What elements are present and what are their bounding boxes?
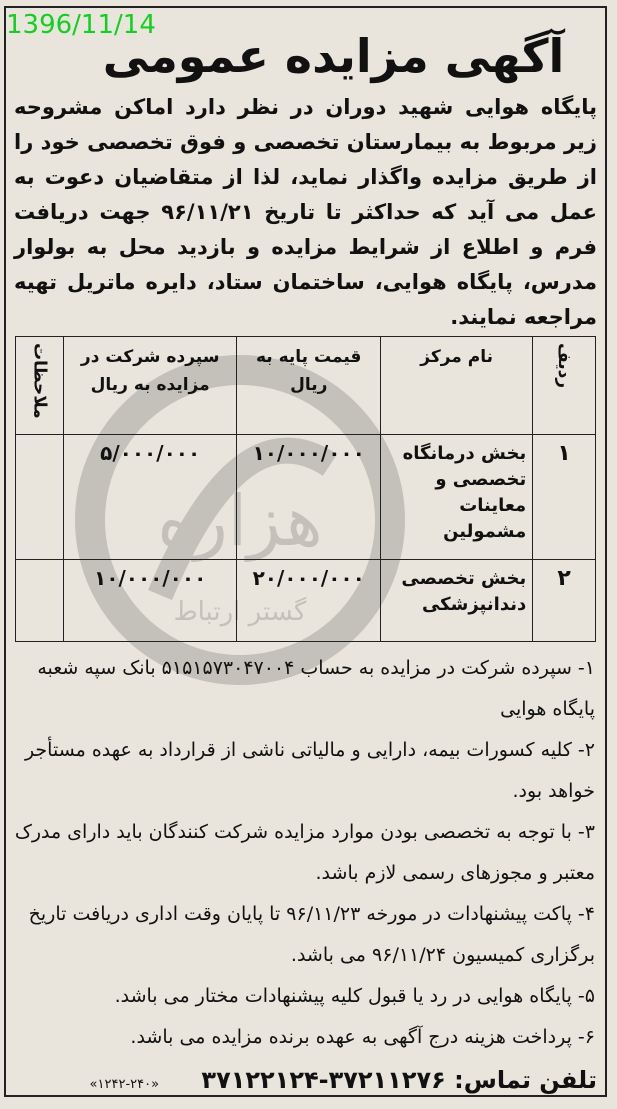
header-base-price: قیمت پایه به ریال bbox=[237, 337, 381, 435]
condition-item: ۶- پرداخت هزینه درج آگهی به عهده برنده مزایده می باشد. bbox=[130, 1026, 595, 1048]
deposit: ۵/۰۰۰/۰۰۰ bbox=[63, 434, 236, 560]
condition-item: ۳- با توجه به تخصصی بودن موارد مزایده شرکت کنندگان باید دارای مدرک معتبر و مجوزهای رسمی لازم باشد. bbox=[14, 821, 595, 884]
watermark-text: هزاره bbox=[157, 480, 323, 562]
notice-intro: پایگاه هوایی شهید دوران در نظر دارد اماکن مشروحه زیر مربوط به بیمارستان تخصصی و فوق تخصصی خود را از طریق مزایده واگذار نماید، لذا از متقاضیان دعوت به عمل می آید که حداکثر تا تاریخ ۹۶/۱۱/۲۱ جهت دریافت فرم و اطلاع از شرایط مزایده و بازدید محل به بولوار مدرس، پایگاه هوایی، ساختمان ستاد، دایره ماتریل تهیه مراجعه نمایند. bbox=[14, 95, 598, 329]
header-center-name: نام مرکز bbox=[381, 337, 533, 435]
center-name: بخش تخصصی دندانپزشکی bbox=[381, 560, 533, 642]
notes bbox=[16, 560, 64, 642]
table-row bbox=[16, 434, 596, 560]
table-row bbox=[16, 560, 596, 642]
watermark-subtext: گستر ارتباط bbox=[173, 597, 307, 627]
contact-line bbox=[14, 1066, 597, 1094]
date-stamp: 1396/11/14 bbox=[6, 10, 156, 40]
ad-code: «۲۴۰-۱۲۴۲» bbox=[89, 1077, 160, 1092]
phone-label: تلفن تماس: bbox=[454, 1066, 597, 1094]
row-number: ۱ bbox=[533, 434, 596, 560]
deposit: ۱۰/۰۰۰/۰۰۰ bbox=[63, 560, 236, 642]
center-name: بخش درمانگاه تخصصی و معاینات مشمولین bbox=[381, 434, 533, 560]
condition-item: ۱- سپرده شرکت در مزایده به حساب ۵۱۵۱۵۷۳۰۴۷۰۰۴ بانک سپه شعبه پایگاه هوایی bbox=[37, 657, 595, 720]
auction-table bbox=[15, 336, 596, 642]
base-price: ۲۰/۰۰۰/۰۰۰ bbox=[237, 560, 381, 642]
header-row-number: ردیف bbox=[533, 337, 596, 435]
header-notes: ملاحظات bbox=[16, 337, 64, 435]
notice-title: آگهی مزایده عمومی bbox=[102, 29, 565, 83]
row-number: ۲ bbox=[533, 560, 596, 642]
phone-numbers: ۳۷۲۱۱۲۷۶-۳۷۱۲۲۱۲۴ bbox=[201, 1066, 446, 1094]
conditions-list bbox=[12, 648, 595, 1058]
condition-item: ۲- کلیه کسورات بیمه، دارایی و مالیاتی ناشی از قرارداد به عهده مستأجر خواهد بود. bbox=[24, 739, 595, 802]
condition-item: ۴- پاکت پیشنهادات در مورخه ۹۶/۱۱/۲۳ تا پایان وقت اداری دریافت تاریخ برگزاری کمیسیون ۹۶/۱۱/۲۴ می باشد. bbox=[28, 903, 595, 966]
condition-item: ۵- پایگاه هوایی در رد یا قبول کلیه پیشنهادات مختار می باشد. bbox=[114, 985, 595, 1007]
base-price: ۱۰/۰۰۰/۰۰۰ bbox=[237, 434, 381, 560]
header-deposit: سپرده شرکت در مزایده به ریال bbox=[63, 337, 236, 435]
table-header-row bbox=[16, 337, 596, 435]
notes bbox=[16, 434, 64, 560]
